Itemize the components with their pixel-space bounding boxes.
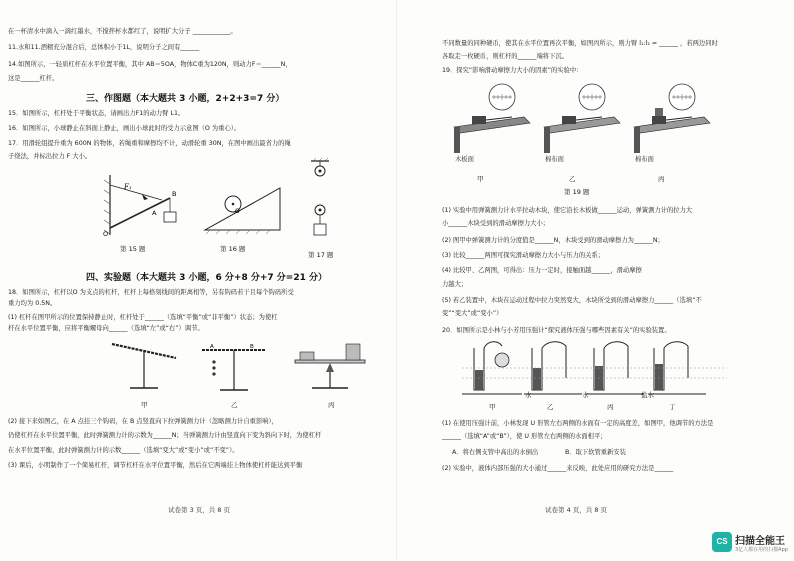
q19-text: 19．探究“影响滑动摩擦力大小的因素”的实验中：	[442, 67, 583, 74]
q19-3-text: (3) 比较______两图可探究滑动摩擦力大小与压力的关系；	[442, 252, 605, 259]
b-label: B	[172, 190, 177, 198]
board-caption-bing: 丙	[658, 175, 665, 183]
o-center-label: O	[235, 208, 240, 215]
q19-4-text: (4) 比较甲、乙两图，可得出：压力一定时，接触面越______，滑动摩擦	[442, 267, 642, 274]
left-page-footer: 试卷第 3 页，共 8 页	[168, 506, 231, 514]
fig19-caption: 第 19 题	[564, 188, 590, 196]
q19-2-text: (2) 图甲中弹簧测力计的分度值是______N，木块受到的滑动摩擦力为______N；	[442, 237, 664, 244]
friction-board-jia	[452, 83, 532, 153]
scanner-watermark	[712, 528, 794, 561]
board-label-yi: 棉布面	[545, 156, 564, 163]
q18-2-text: (2) 接下来如图乙，在 A 点挂三个钩码，在 B 点竖直向下拉弹簧测力计（忽略测力计自重影响），	[8, 418, 278, 425]
q18-cont-text: 不同数量的同种硬币，使其在水平位置再次平衡，如图丙所示，则力臂 l₁:l₂ = ______ ，若两边同时	[442, 40, 718, 47]
q17-text-cont: 子绕法，并标出拉力 F 大小。	[8, 153, 92, 160]
scanner-tagline: 3亿人都在用的扫描App	[735, 547, 788, 553]
q11-text: 11.水和11.酒精充分混合后，总体积小于1L，说明分子之间有______	[8, 44, 200, 51]
figure-16-incline	[200, 180, 285, 235]
svg-text:A: A	[210, 344, 214, 350]
q19-1-text: (1) 实验中用弹簧测力计水平拉动木块，使它沿长木板做______运动，弹簧测力计的拉力大	[442, 207, 693, 214]
q19-5-text-cont: 变”“变大”或“变小”）	[442, 310, 503, 317]
figure-17-pulley	[305, 158, 335, 248]
u-label-brine: 盐水	[641, 391, 654, 399]
board-label-jia: 木板面	[455, 156, 474, 163]
q16-text: 16．如图所示，小球静止在斜面上静止，画出小球此时的受力示意图（O 为重心）。	[8, 125, 241, 132]
u-label-ding: 丁	[669, 403, 676, 411]
u-label-water1: 水	[525, 391, 532, 399]
q10-text: 在一杯清水中滴入一滴红墨水，不搅拌杯水都红了，说明扩大分子 ____________。	[8, 28, 237, 35]
q19-5-text: (5) 若乙装置中，木块在运动过程中拉力突然变大，木块所受到的滑动摩擦力______（选填“不	[442, 297, 702, 304]
q19-4-text-cont: 力越大；	[442, 281, 468, 288]
scanner-app-name: 扫描全能王	[735, 536, 785, 547]
fig16-caption: 第 16 题	[220, 245, 246, 253]
q20-1-text-cont: ______（选填“A”或“B”），使 U 形管左右两侧的水面相平；	[442, 433, 607, 440]
lever-caption-jia: 甲	[141, 401, 148, 409]
q20-text: 20．如图所示是小林与小芳用压强计“探究液体压强与哪些因素有关”的实验装置。	[442, 327, 671, 334]
lever-caption-bing: 丙	[328, 401, 335, 409]
a-label: A	[152, 209, 157, 217]
friction-board-bing	[632, 83, 712, 153]
section-4-heading: 四、实验题（本大题共 3 小题，6 分+8 分+7 分=21 分）	[86, 273, 327, 283]
q18-text-cont: 重力均为 0.5N。	[8, 300, 57, 307]
q20-option-b: B．取下软管重新安装	[565, 449, 626, 456]
q18-2-text-cont: 仍使杠杆在水平位置平衡，此时弹簧测力计的示数为______N；当弹簧测力计由竖直向下变为斜向下时，为使杠杆	[8, 432, 322, 439]
section-3-heading: 三、作图题（本大题共 3 小题，2+2+3=7 分）	[86, 94, 285, 104]
q20-2-text: (2) 实验中，液体内部压强的大小通过______来反映，此处应用的研究方法是______	[442, 465, 674, 472]
q14-text-cont: 这是______杠杆。	[8, 75, 59, 82]
o-label: O	[103, 230, 109, 238]
q14-text: 14.如图所示，一轻质杠杆在水平位置平衡，其中 AB＝5OA，物体C重为120N，则动力F＝______N，	[8, 61, 292, 68]
q18-text: 18．如图所示，杠杆以O 为支点的杠杆，杠杆上每格刻线间的距离相等，另有钩码若干且每个钩码所受	[8, 289, 294, 296]
lever-caption-yi: 乙	[231, 401, 238, 409]
fig15-caption: 第 15 题	[120, 245, 146, 253]
lever-figure-bing	[290, 338, 370, 400]
u-label-bing: 丙	[607, 403, 614, 411]
q20-1-text: (1) 在使用压强计前，小林发现 U 形管左右两侧的水面有一定的高度差，如图甲，他调节的方法是	[442, 420, 714, 427]
figure-15-lever	[100, 170, 190, 240]
board-caption-jia: 甲	[477, 175, 484, 183]
q18-cont-text2: 各取走一枚硬币，则杠杆的______端将下沉。	[442, 53, 568, 60]
right-page-footer: 试卷第 4 页，共 8 页	[545, 506, 608, 514]
svg-text:B: B	[250, 344, 254, 350]
friction-board-yi	[542, 83, 622, 153]
right-exam-page	[397, 0, 794, 561]
f1-label: F₁	[124, 183, 132, 191]
q20-option-a: A．将右侧支管中高出的水倒出	[452, 449, 539, 456]
q15-text: 15．如图所示，杠杆处于平衡状态，请画出力F1的动力臂 L1。	[8, 110, 185, 117]
q18-1-text-cont: 杆在水平位置平衡，应将平衡螺母向______（选填“左”或“右”）调节。	[8, 325, 204, 332]
pressure-gauge-figure	[462, 338, 727, 398]
u-label-yi: 乙	[547, 403, 554, 411]
q19-1-text-cont: 小______木块受到的滑动摩擦力大小；	[442, 220, 550, 227]
q18-3-text: (3) 课后，小明制作了一个简易杠杆，调节杠杆在水平位置平衡，然后在它两端挂上物体使杠杆能达到平衡	[8, 462, 303, 469]
fig17-caption: 第 17 题	[308, 251, 334, 259]
camscanner-logo-icon: CS	[712, 532, 732, 552]
u-label-water2: 水	[582, 391, 589, 399]
u-label-jia: 甲	[489, 403, 496, 411]
q18-1-text: (1) 杠杆在图甲所示的位置保持静止时，杠杆处于______（选填“平衡”或“非平衡”）状态；为使杠	[8, 314, 278, 321]
lever-figure-jia	[110, 336, 180, 398]
lever-figure-yi	[200, 338, 270, 400]
board-label-bing: 棉布面	[635, 156, 654, 163]
q17-text: 17．用滑轮组提升重为 600N 的物体，若绳重和摩擦均不计，动滑轮重 30N，在图中画出最省力的绳	[8, 140, 291, 147]
q18-2-text-cont2: 在水平位置平衡，此时弹簧测力计的示数______（选填“变大”或“变小”或“不变”）。	[8, 447, 239, 454]
board-caption-yi: 乙	[569, 175, 576, 183]
